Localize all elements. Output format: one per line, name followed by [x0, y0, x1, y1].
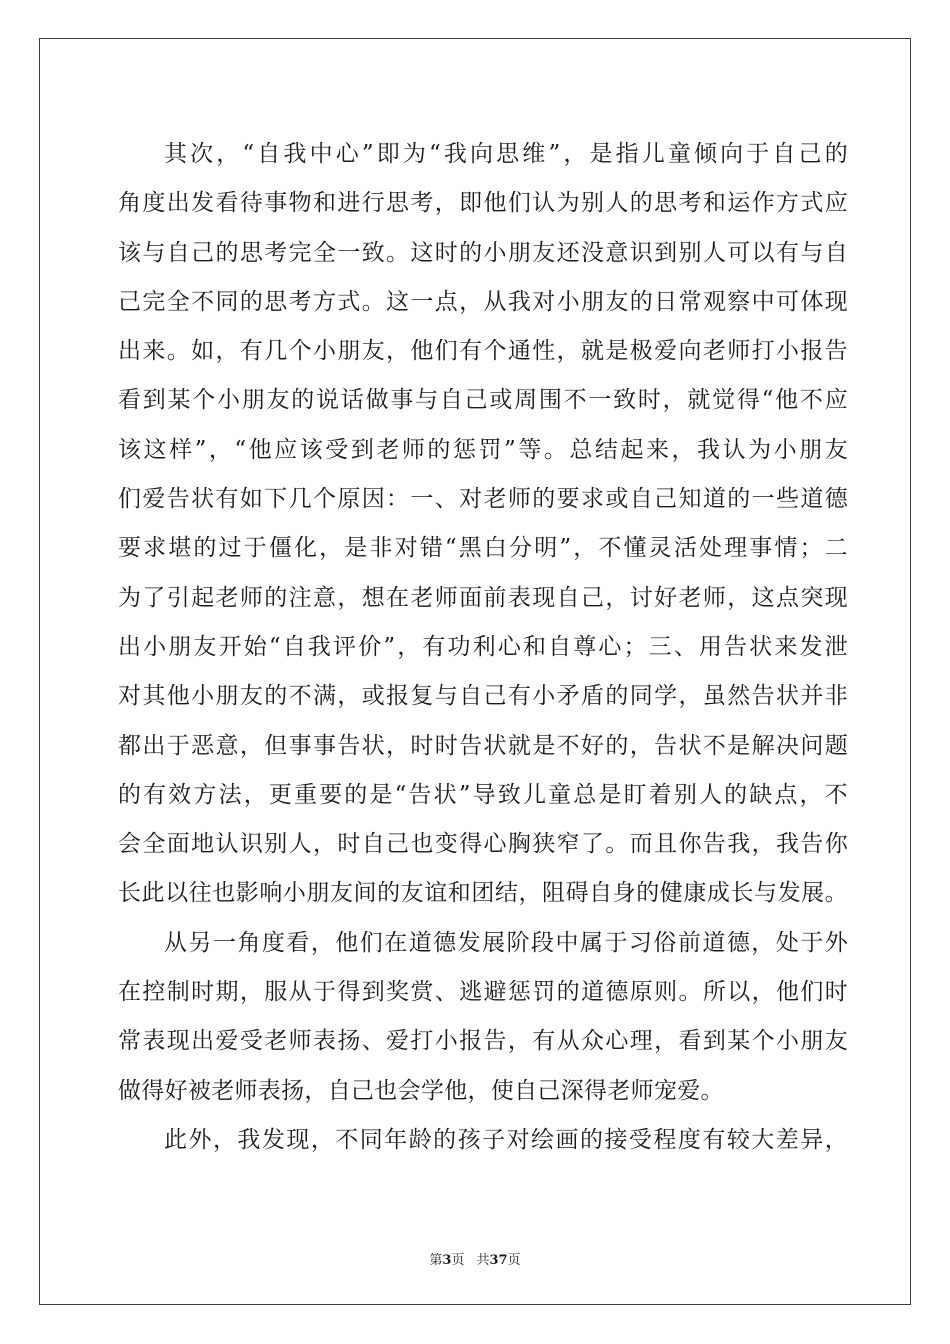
page-footer	[0, 1249, 950, 1268]
text-line: 常表现出爱受老师表扬、爱打小报告，有从众心理，看到某个小朋友	[118, 1028, 848, 1055]
text-line: 该与自己的思考完全一致。这时的小朋友还没意识到别人可以有与自	[118, 239, 848, 266]
text-line: 角度出发看待事物和进行思考，即他们认为别人的思考和运作方式应	[118, 190, 848, 217]
current-page-number: 3	[442, 1253, 452, 1268]
text-line: 出来。如，有几个小朋友，他们有个通性，就是极爱向老师打小报告	[118, 338, 848, 365]
text-line: 其次，“自我中心”即为“我向思维”，是指儿童倾向于自己的	[164, 141, 848, 167]
total-page-count: 37	[489, 1253, 508, 1268]
document-body	[118, 130, 848, 1165]
text-line: 会全面地认识别人，时自己也变得心胸狭窄了。而且你告我，我告你	[118, 831, 848, 858]
text-line: 看到某个小朋友的说话做事与自己或周围不一致时，就觉得“他不应	[118, 387, 848, 414]
text-line: 该这样”，“他应该受到老师的惩罚”等。总结起来，我认为小朋友	[118, 436, 848, 463]
text-line: 们爱告状有如下几个原因：一、对老师的要求或自己知道的一些道德	[118, 486, 848, 513]
text-line: 做得好被老师表扬，自己也会学他，使自己深得老师宠爱。	[118, 1077, 724, 1104]
text-line: 为了引起老师的注意，想在老师面前表现自己，讨好老师，这点突现	[118, 584, 848, 611]
text-line: 此外，我发现，不同年龄的孩子对绘画的接受程度有较大差异，	[164, 1126, 848, 1153]
page-label-suffix: 页	[451, 1253, 465, 1268]
text-line: 出小朋友开始“自我评价”，有功利心和自尊心；三、用告状来发泄	[118, 633, 848, 660]
text-line: 对其他小朋友的不满，或报复与自己有小矛盾的同学，虽然告状并非	[118, 683, 848, 710]
text-line: 长此以往也影响小朋友间的友谊和团结，阻碍自身的健康成长与发展。	[118, 880, 848, 907]
text-line: 要求堪的过于僵化，是非对错“黑白分明”，不懂灵活处理事情；二	[118, 535, 848, 562]
text-line: 都出于恶意，但事事告状，时时告状就是不好的，告状不是解决问题	[118, 732, 848, 759]
page-label-prefix: 第	[429, 1253, 443, 1268]
total-label-prefix: 共	[476, 1253, 490, 1268]
text-line: 的有效方法，更重要的是“告状”导致儿童总是盯着别人的缺点，不	[118, 781, 848, 808]
total-label-suffix: 页	[507, 1253, 521, 1268]
text-line: 从另一角度看，他们在道德发展阶段中属于习俗前道德，处于外	[164, 929, 848, 956]
text-line: 在控制时期，服从于得到奖赏、逃避惩罚的道德原则。所以，他们时	[118, 979, 848, 1006]
text-line: 己完全不同的思考方式。这一点，从我对小朋友的日常观察中可体现	[118, 288, 848, 315]
